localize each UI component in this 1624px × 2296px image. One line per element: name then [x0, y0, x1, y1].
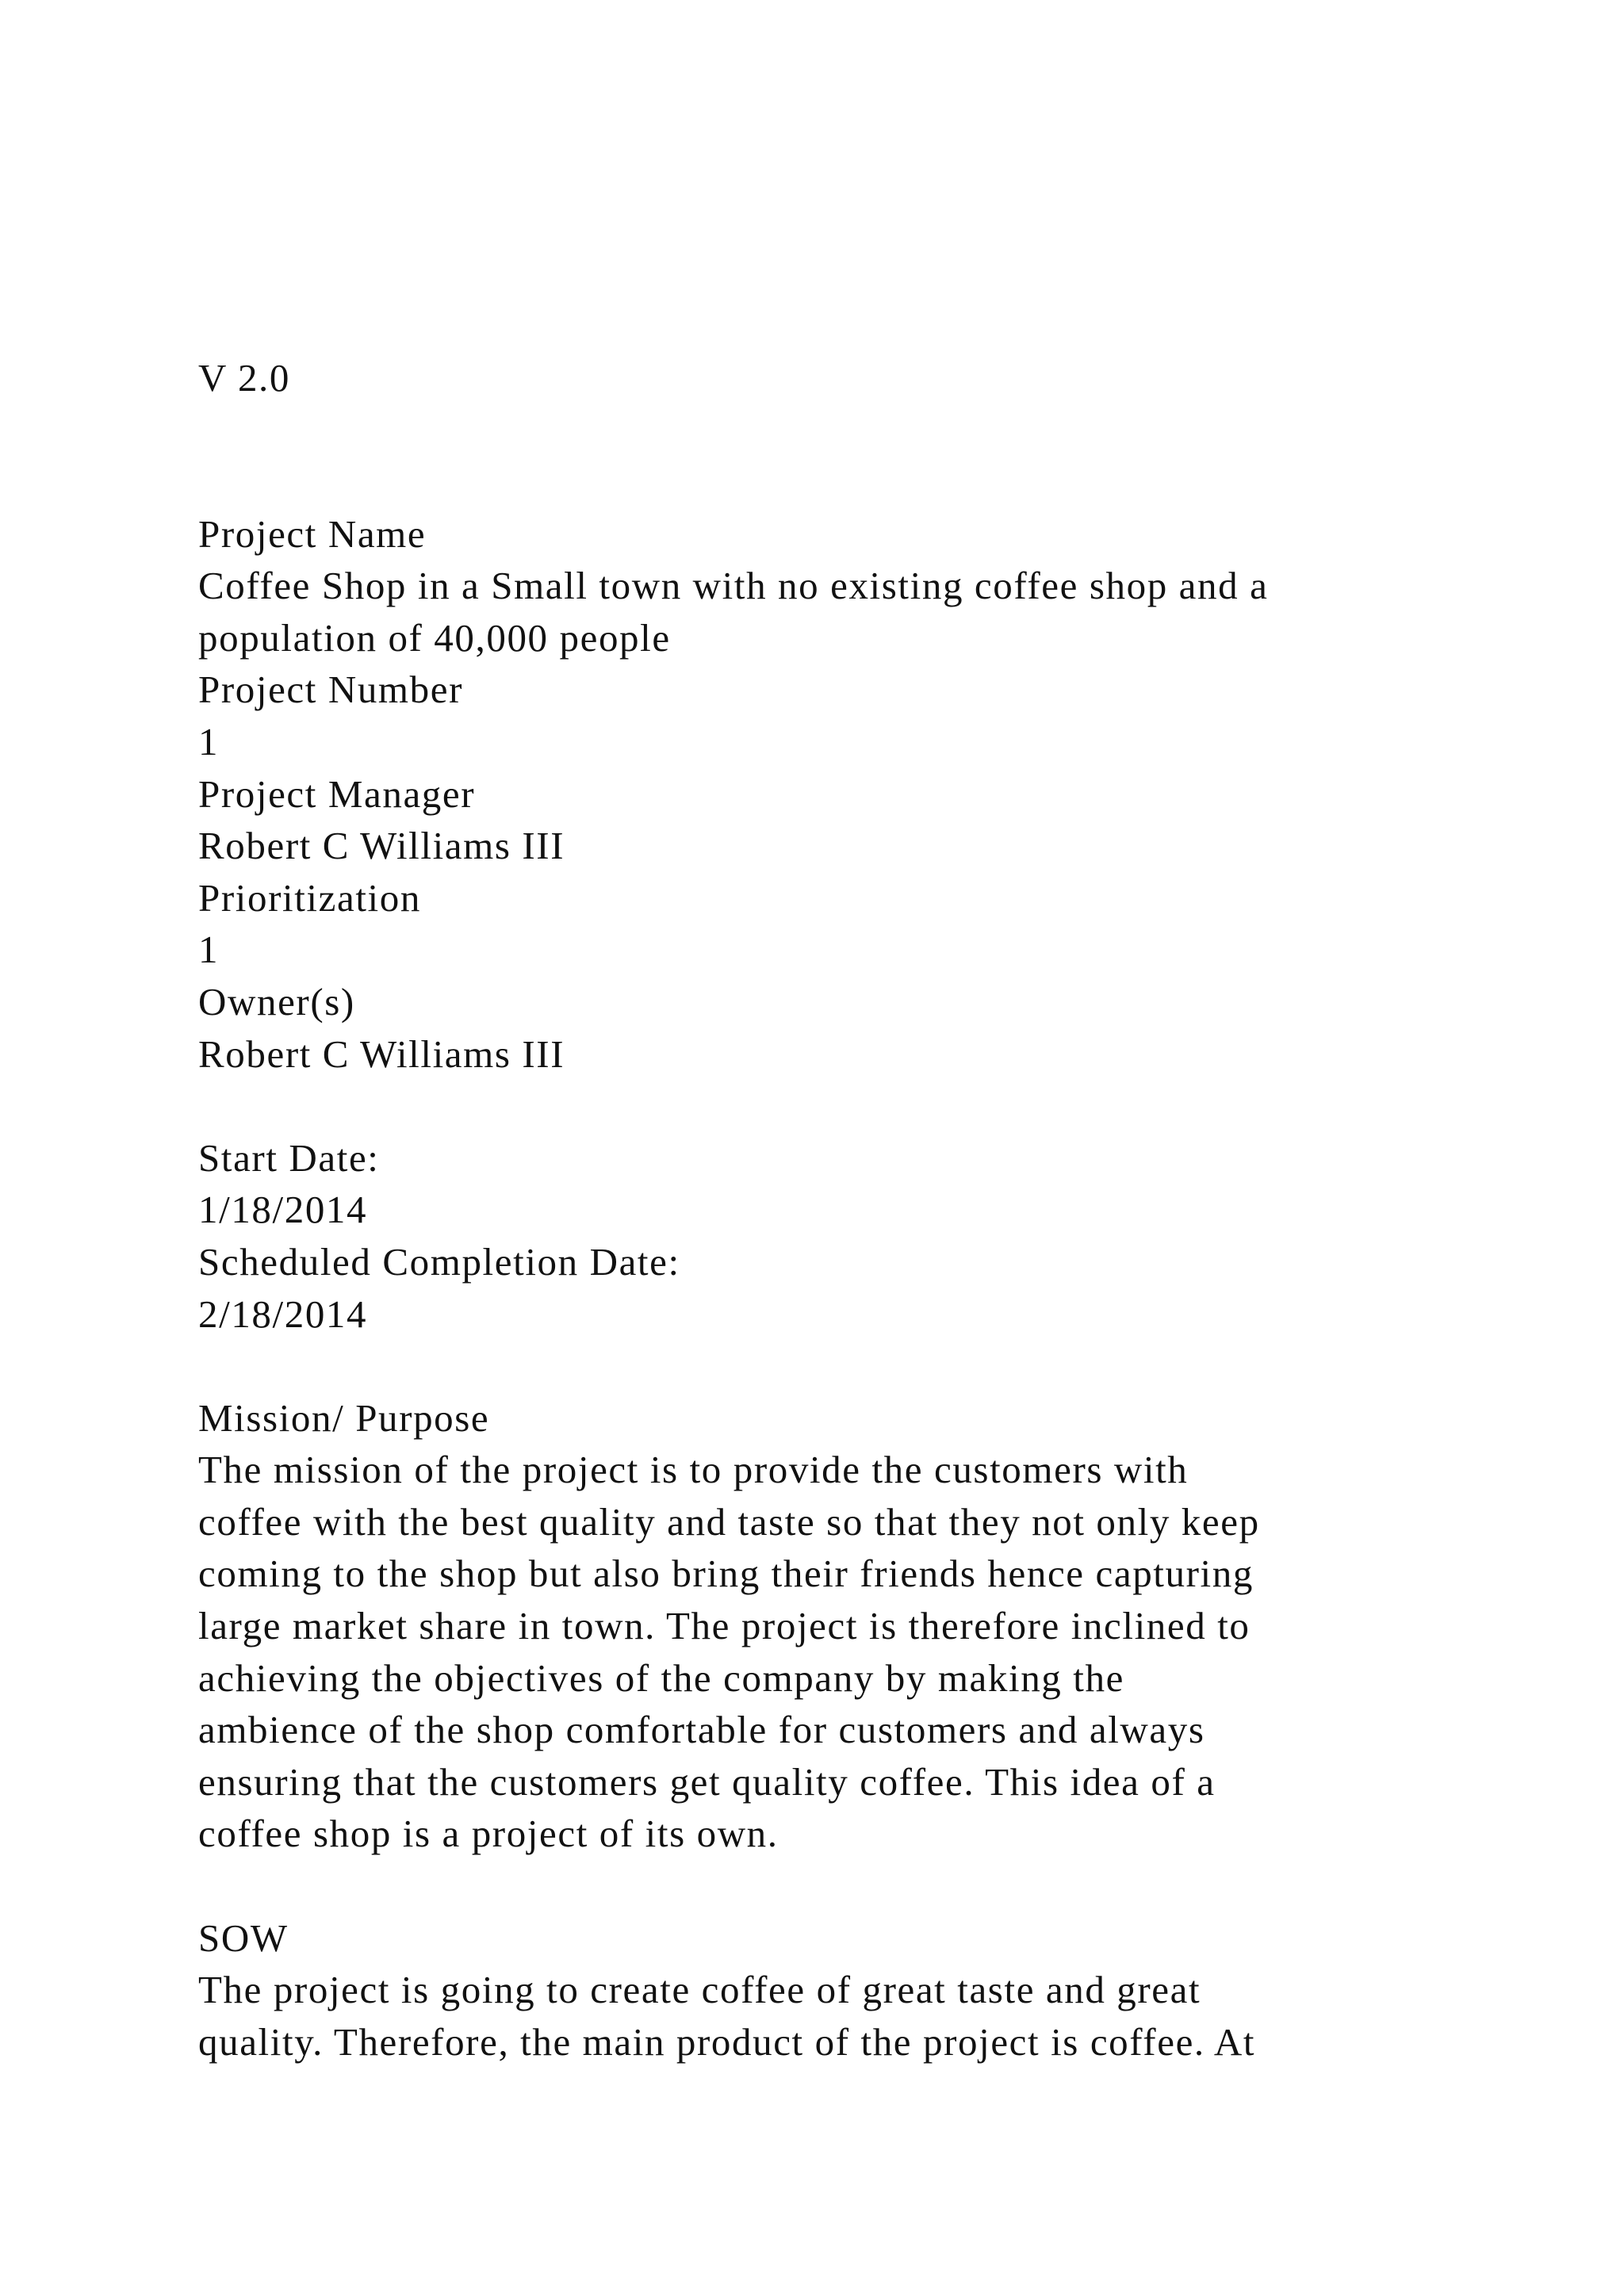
version-label: V 2.0 — [198, 356, 291, 400]
spacer — [198, 1080, 1499, 1132]
project-name-value-line: Coffee Shop in a Small town with no existing coffee shop and a — [198, 564, 1269, 608]
spacer — [198, 1340, 1499, 1392]
mission-text-line: ensuring that the customers get quality coffee. This idea of a — [198, 1759, 1216, 1804]
project-manager-label: Project Manager — [198, 771, 476, 816]
prioritization-value: 1 — [198, 928, 220, 972]
mission-text-line: ambience of the shop comfortable for customers and always — [198, 1708, 1205, 1752]
owners-value: Robert C Williams III — [198, 1031, 565, 1076]
sow-text-line: The project is going to create coffee of great taste and great — [198, 1968, 1201, 2012]
completion-date-label: Scheduled Completion Date: — [198, 1239, 680, 1284]
sow-text-line: quality. Therefore, the main product of the project is coffee. At — [198, 2019, 1256, 2064]
project-number-label: Project Number — [198, 668, 464, 712]
spacer — [198, 404, 1499, 508]
start-date-value: 1/18/2014 — [198, 1188, 368, 1232]
project-name-label: Project Name — [198, 511, 427, 556]
mission-heading: Mission/ Purpose — [198, 1395, 490, 1440]
prioritization-label: Prioritization — [198, 875, 421, 920]
completion-date-value: 2/18/2014 — [198, 1292, 368, 1336]
mission-text-line: coffee shop is a project of its own. — [198, 1812, 779, 1856]
mission-text-line: coming to the shop but also bring their friends hence capturing — [198, 1552, 1254, 1596]
project-manager-value: Robert C Williams III — [198, 824, 565, 868]
mission-text-line: coffee with the best quality and taste so that they not only keep — [198, 1499, 1260, 1544]
spacer — [198, 1860, 1499, 1912]
project-name-value-line: population of 40,000 people — [198, 615, 671, 660]
owners-label: Owner(s) — [198, 979, 355, 1024]
mission-text-line: The mission of the project is to provide the customers with — [198, 1448, 1189, 1492]
mission-text-line: large market share in town. The project is therefore inclined to — [198, 1604, 1251, 1648]
project-number-value: 1 — [198, 719, 220, 763]
mission-text-line: achieving the objectives of the company by making the — [198, 1655, 1124, 1700]
start-date-label: Start Date: — [198, 1135, 380, 1180]
sow-heading: SOW — [198, 1915, 289, 1960]
document-body — [198, 352, 1499, 2068]
